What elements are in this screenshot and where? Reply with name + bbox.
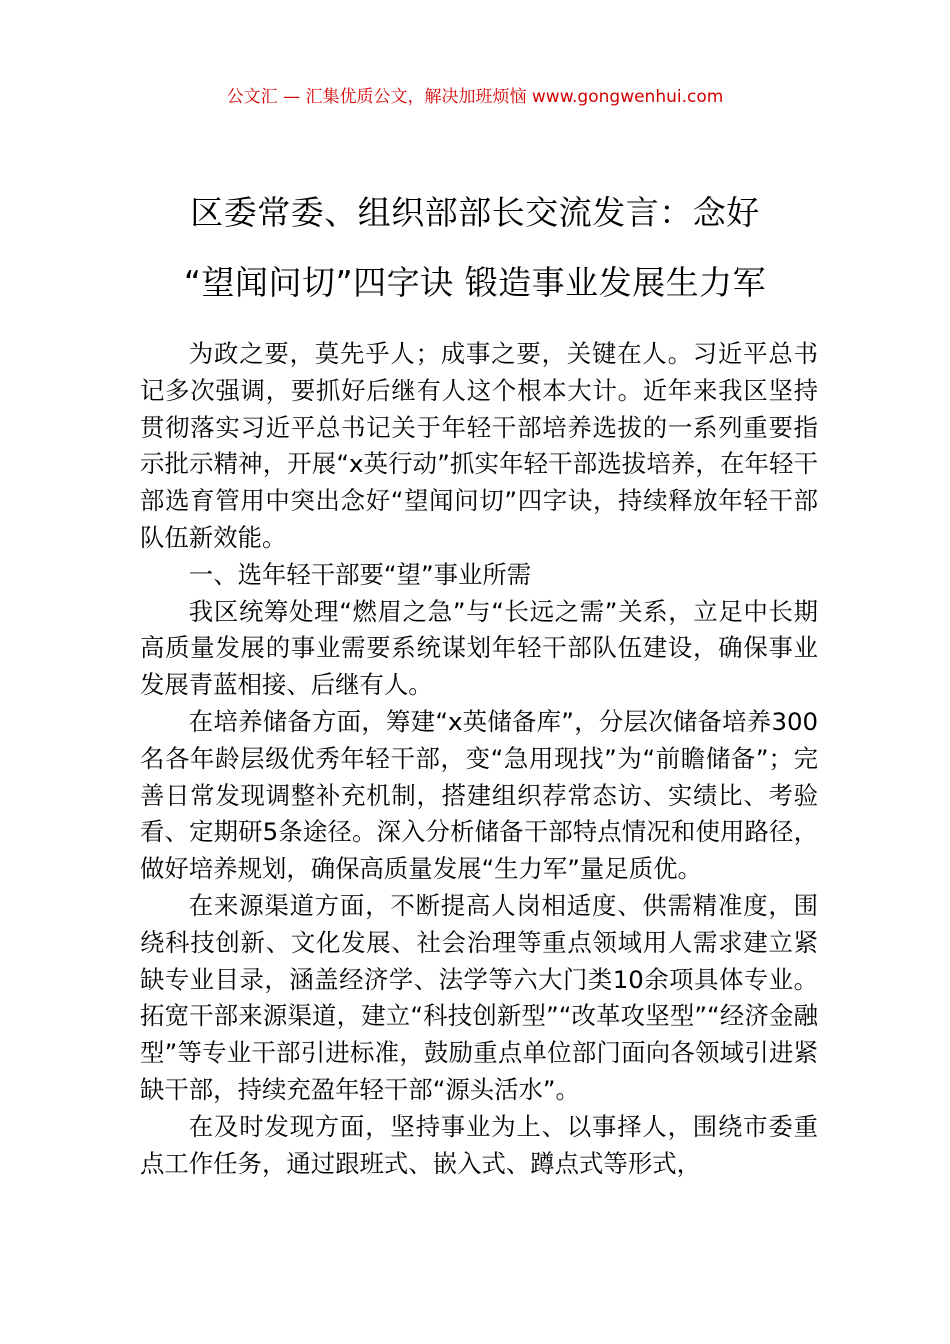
paragraph: 我区统筹处理“燃眉之急”与“长远之需”关系，立足中长期高质量发展的事业需要系统谋划年轻干部队伍建设，确保事业发展青蓝相接、后继有人。: [140, 596, 818, 700]
title-line-2: “望闻问切”四字诀 锻造事业发展生力军: [183, 263, 767, 302]
paragraph: 在培养储备方面，筹建“x英储备库”，分层次储备培养300名各年龄层级优秀年轻干部，变“急用现找”为“前瞻储备”；完善日常发现调整补充机制，搭建组织荐常态访、实绩比、考验看、定期研5条途径。深入分析储备干部特点情况和使用路径，做好培养规划，确保高质量发展“生力军”量足质优。: [140, 706, 818, 884]
title-line-1: 区委常委、组织部部长交流发言：念好: [190, 193, 760, 232]
paragraph: 在来源渠道方面，不断提高人岗相适度、供需精准度，围绕科技创新、文化发展、社会治理等重点领域用人需求建立紧缺专业目录，涵盖经济学、法学等六大门类10余项具体专业。拓宽干部来源渠道，建立“科技创新型”“改革攻坚型”“经济金融型”等专业干部引进标准，鼓励重点单位部门面向各领域引进紧缺干部，持续充盈年轻干部“源头活水”。: [140, 890, 818, 1104]
document-body: [140, 336, 818, 1182]
document-title: [140, 178, 810, 318]
paragraph-intro: 为政之要，莫先乎人；成事之要，关键在人。习近平总书记多次强调，要抓好后继有人这个根本大计。近年来我区坚持贯彻落实习近平总书记关于年轻干部培养选拔的一系列重要指示批示精神，开展“x英行动”抓实年轻干部选拔培养，在年轻干部选育管用中突出念好“望闻问切”四字诀，持续释放年轻干部队伍新效能。: [140, 339, 818, 552]
paragraph: 在及时发现方面，坚持事业为上、以事择人，围绕市委重点工作任务，通过跟班式、嵌入式、蹲点式等形式，: [140, 1111, 818, 1178]
site-header-banner: 公文汇 — 汇集优质公文，解决加班烦恼 www.gongwenhui.com: [226, 87, 724, 107]
section-heading-1: 一、选年轻干部要“望”事业所需: [188, 559, 532, 589]
